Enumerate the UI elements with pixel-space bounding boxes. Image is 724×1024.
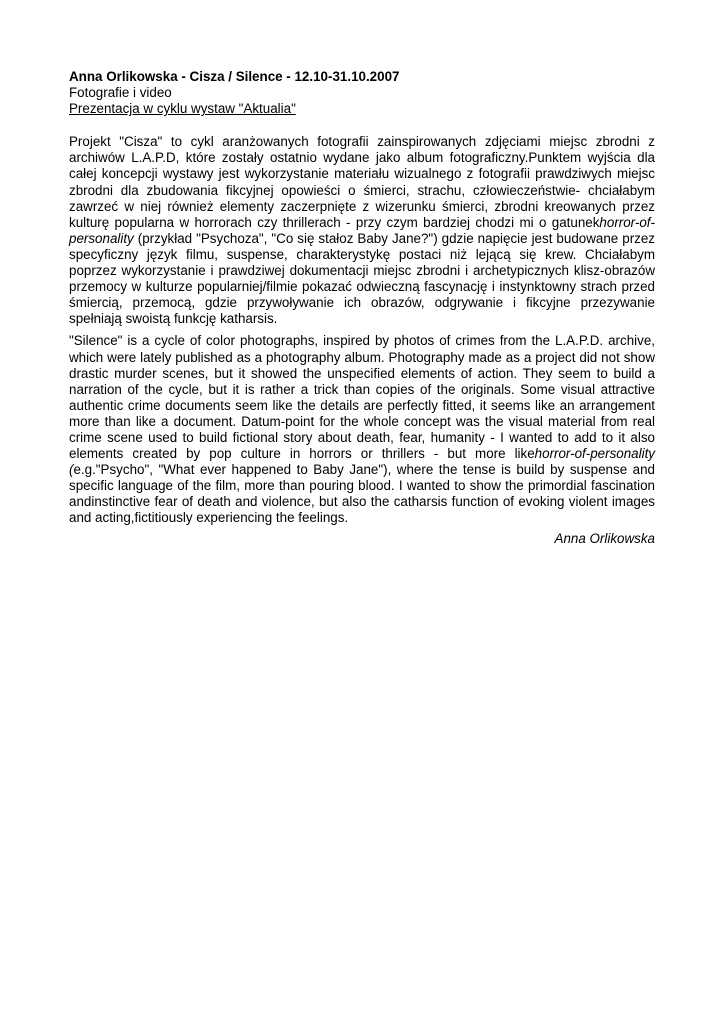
description-polish [69, 134, 655, 327]
exhibition-series-link[interactable]: Prezentacja w cyklu wystaw "Aktualia" [69, 101, 296, 117]
description-english-emphasis: horror-of-personality ( [69, 446, 655, 478]
description-english-part2: e.g."Psycho", "What ever happened to Baby Jane"), where the tense is build by suspense and specific language of the film, more than pouring blood. I wanted to show the primordial fascination andinstinctive fear of death and violence, but also the catharsis function of evoking violent images and acting,fictitiously experiencing the feelings. [69, 462, 655, 526]
document-page [69, 69, 655, 547]
description-polish-part1: Projekt "Cisza" to cykl aranżowanych fotografii zainspirowanych zdjęciami miejsc zbrodni z archiwów L.A.P.D, które zostały ostatnio wydane jako album fotograficzny.Punktem wyjścia dla całej koncepcji wystawy jest wykorzystanie materiału wizualnego z fotografii prawdziwych miejsc zbrodni dla zbudowania fikcyjnej opowieści o śmierci, strachu, człowieczeństwie- chciałabym zawrzeć w niej również elementy zaczerpnięte z wizerunku śmierci, zbrodni kreowanych przez kulturę popularna w horrorach czy thrillerach - przy czym bardziej chodzi mi o gatunek [69, 134, 655, 230]
description-polish-part2: (przykład "Psychoza", "Co się stałoz Baby Jane?") gdzie napięcie jest budowane przez specyficzny język filmu, suspense, charakterystykę postaci niż lejącą się krew. Chciałabym poprzez wykorzystanie i prawdziwej dokumentacji miejsc zbrodni i archetypicznych klisz-obrazów przemocy w kulturze popularniej/filmie pokazać odwieczną fascynację i instynktowny strach przed śmiercią, przemocą, gdzie przywoływanie ich obrazów, odgrywanie i fikcyjne przezywanie spełniają swoistą funkcję katharsis. [69, 230, 655, 327]
description-english-part1: "Silence" is a cycle of color photographs, inspired by photos of crimes from the L.A.P.D. archive, which were lately published as a photography album. Photography made as a project did not show drastic murder scenes, but it showed the unspecified elements of action. They seem to build a narration of the cycle, but it is rather a trick than copies of the originals. Some visual attractive authentic crime documents seem like the details are perfectly fitted, it seems like an arrangement more than like a document. Datum-point for the whole concept was the visual material from real crime scene used to build fictional story about death, fear, humanity - I wanted to add to it also elements created by pop culture in horrors or thrillers - but more like [69, 333, 655, 462]
exhibition-subtitle: Fotografie i video [69, 85, 172, 101]
description-english [69, 333, 655, 526]
description-polish-emphasis: horror-of- personality [69, 214, 655, 246]
author-signature: Anna Orlikowska [554, 530, 655, 546]
exhibition-title: Anna Orlikowska - Cisza / Silence - 12.10-31.10.2007 [69, 69, 400, 84]
